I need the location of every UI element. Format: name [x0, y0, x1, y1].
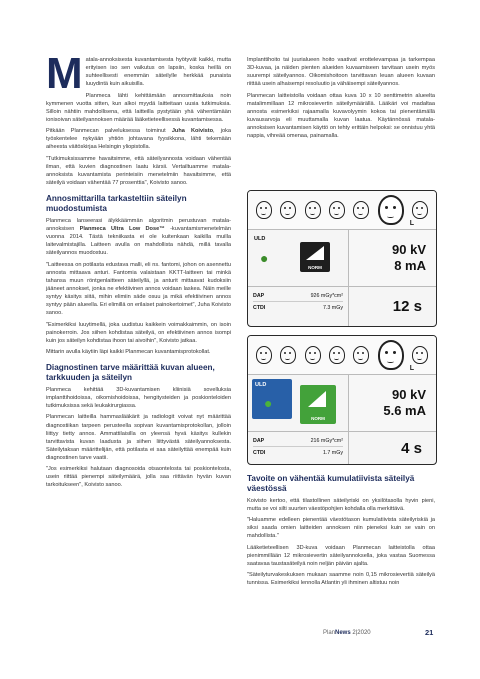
dap-row [253, 290, 343, 302]
selected-face-icon [378, 195, 404, 225]
exposure-values [348, 375, 436, 431]
face-icon [412, 346, 428, 364]
size-label: L [409, 220, 414, 227]
mode-icons [248, 230, 348, 286]
face-icon [353, 346, 369, 364]
ctdi-value: 7.3 mGy [322, 304, 343, 311]
paragraph: Planmeca kehittää 3D-kuvantamisen kliinisiä sovelluksia implanttihoidoissa, oikomishoidoissa, hengitysteiden ja poskionteloiden tutkimuksissa sekä leukakirurgiassa. [46, 386, 231, 410]
dap-value: 926 mGy*cm² [310, 292, 343, 299]
text-run: Pitkään Planmecan palveluksessa toiminut [46, 128, 172, 135]
selected-face-icon [378, 340, 404, 370]
paragraph: Planmeca lähti kehittämään annosmittauksia noin kymmenen vuotta sitten, kun alkoi myydä laitteitaan uusia tutkimuksia. Silloin nähtiin mahdollisena, että laitteilla pystytään yhä vähentämään ionisoivan säteilyannoksen määrää lääketieteellisessä kuvantamisessa. [46, 92, 231, 123]
device-screen-low-dose [247, 335, 437, 465]
paragraph: Planmecan laitteilla hammaslääkärit ja radiologit voivat nyt määrittää diagnostiikan tarpeen perusteella sopivan kuvantamisprotokollan, jolloin liittyy tietty annos. Ammattilaisilla on yleensä hyvä käsitys kullekin tarvittavista kuvan laadusta ja siihen liittyvästä säteilyannoksesta. Säteilytaksan määrittelijän, että potilasta ei saa säteilyttää enempää kuin diagnostinen tarve vaatii. [46, 414, 231, 461]
section-heading: Diagnostinen tarve määrittää kuvan alueen, tarkkuuden ja säteilyn [46, 363, 215, 383]
dap-label: DAP [253, 437, 265, 444]
right-column-bottom [247, 474, 435, 591]
paragraph: Planmecan laitteistolla voidaan ottaa kuva 10 x 10 senttimetrin alueelta matalimmillaan 12 mikrosievertin säteilymäärällä. Lääkäri voi madaltaa annosta esimerkiksi rajaamalla kuvavolyymin kokoa tai pienentämällä kuvausarvoja eli muuttamalla kuvan laatua. Käytännössä matala-annoksisen kuvantamisen käyttö on tehty erittäin helpoksi: se onnistuu yhtä nappia, vihreää omenaa, painamalla. [247, 92, 435, 140]
right-column-top [247, 56, 435, 143]
exposure-time: 4 s [348, 432, 436, 464]
face-icon [256, 346, 272, 364]
footer-issue: 2|2020 [352, 630, 371, 636]
uld-mode-icon [252, 379, 292, 419]
paragraph: Koivisto kertoo, että tilastollinen säteilyriski on yksilötasolla hyvin pieni, mutta se voi silti suurten väestöpohjien kohdalla olla merkittävä. [247, 497, 435, 512]
quote-paragraph: "Laitteessa on potilasta edustava malli, eli ns. fantomi, johon on asennettu annosta mittaava anturi. Fantomia valaistaan KKTT-laitteen tai minkä tahansa muun röntgenlaitteen säteilyllä, ja anturit mittaavat kudoksiin jääneet annokset, jonka ne efektiivinen annos voidaan laskea. Näin meille syntyy käsitys siitä, mihin elimiin säde osuu ja mikä efektiivinen annos syntyy pään alueella. Eri elimillä on erilaiset painokertoimet", Juha Koivisto sanoo. [46, 261, 231, 317]
face-icon [329, 201, 345, 219]
norm-mode-icon [300, 242, 330, 272]
device-screen-standard [247, 190, 437, 327]
norm-label: NORM [308, 265, 322, 270]
face-icon [353, 201, 369, 219]
exposure-values [348, 230, 436, 286]
product-name: Planmeca Ultra Low Dose™ [79, 226, 165, 232]
kv-value: 90 kV [392, 386, 426, 402]
ma-value: 8 mA [394, 258, 426, 273]
quote-paragraph: "Esimerkiksi luuytimellä, joka uudistuu kaikkein voimakkaimmin, on isoin painokerroin. Jos siihen kohdistaa säteilyä, on efektiivinen annos isompi kuin jos säteilyn kohdistaa ihoon tai aivoihin", Koivisto jatkaa. [46, 321, 231, 344]
ma-value: 5.6 mA [383, 403, 426, 418]
footer-brand: Plan [323, 630, 336, 636]
quote-paragraph: "Tutkimuksissamme havaitsimme, että säteilyannosta voidaan vähentää ilman, että kuvien diagnostinen laatu kärsii. Vertailtuamme matala-annoksista kuvantamista perinteisiin menetelmiin havaitsimme, että säteilyä voidaan vähentää 77 prosenttia", Koivisto sanoo. [46, 155, 231, 187]
face-icon [305, 346, 321, 364]
paragraph [46, 127, 231, 151]
text-run: -kuvantamismenetelmän vuonna 2014. Tästä tekniikasta ei ole kuitenkaan kaikilla muilla laitevalmistajilla. Laitteen avulla on mahdollista nähdä, millä tavalla säteilyannos muodostuu. [46, 226, 232, 257]
uld-label: ULD [254, 236, 266, 242]
face-selector [248, 336, 436, 375]
dap-label: DAP [253, 292, 265, 299]
person-name: Juha Koivisto [171, 128, 214, 135]
intro-paragraph [46, 49, 231, 98]
face-selector [248, 191, 436, 230]
paragraph: Implanttihoito tai juurialueen hoito vaativat erottelevampaa ja tarkempaa 3D-kuvaa, ja näiden pienten alueiden kuvaamiseen tarvitaan usein myös suurempi säteilyannos. Oikomishoitoon tarvittavan leuan alueen kuvaan riittää usein alhaisempi resoluutio ja vähäisempi säteilyannos. [247, 57, 435, 88]
dose-table [248, 287, 348, 326]
dose-row [248, 287, 436, 326]
size-label: L [409, 365, 414, 372]
page-number: 21 [425, 628, 434, 637]
green-apple-icon: ● [260, 250, 269, 266]
face-icon [280, 346, 296, 364]
kv-value: 90 kV [392, 241, 426, 257]
norm-label: NORM [311, 416, 325, 421]
ctdi-row [253, 447, 343, 458]
ctdi-value: 1.7 mGy [322, 449, 343, 456]
face-icon [305, 201, 321, 219]
face-icon [412, 201, 428, 219]
quote-paragraph: "Säteilyturvakeskuksen mukaan saamme noin 0,15 mikrosievertiä säteilyä tunnissa. Esimerkiksi lennolla Atlantin yli ihminen altistuu noin [247, 572, 435, 587]
dap-value: 216 mGy*cm² [310, 437, 343, 444]
dap-row [253, 435, 343, 447]
paragraph: Mittarin avulla käytiin läpi kaikki Planmecan kuvantamisprotokollat. [46, 349, 211, 356]
uld-label: ULD [255, 382, 267, 388]
norm-mode-icon [300, 385, 336, 424]
paragraph: Lääketieteellisen 3D-kuva voidaan Planmecan laitteistolla ottaa pienimmillään 12 mikrosievertin säteilyannoksella, joka vastaa Suomessa saatavaa taustasäteilyä noin neljän päivän ajalta. [247, 544, 435, 567]
text-run: Planmeca lanseerasi älykkäämmän algoritmin perustuvan matala-annoksisen [46, 217, 231, 232]
quote-paragraph: "Haluamme edelleen pienentää väestötason kumulatiivista säteilyriskiä ja siksi saada omien laitteiden annoksen niin pieneksi kuin se vain on mahdollista." [247, 517, 435, 540]
face-icon [329, 346, 345, 364]
dose-row [248, 432, 436, 464]
ctdi-label: CTDI [253, 449, 266, 456]
ctdi-label: CTDI [253, 304, 266, 311]
dose-table [248, 432, 348, 464]
exposure-time: 12 s [348, 287, 436, 326]
green-apple-icon: ● [264, 395, 273, 411]
settings-row [248, 375, 436, 432]
mode-icons [248, 375, 348, 431]
settings-row [248, 230, 436, 287]
footer-news: News [335, 630, 351, 636]
ctdi-row [253, 302, 343, 313]
section-heading: Tavoite on vähentää kumulatiivista säteilyä väestössä [247, 474, 415, 493]
drop-cap: M [46, 49, 83, 98]
paragraph [46, 217, 231, 258]
intro-text: atala-annoksisesta kuvantamisesta hyötyvät kaikki, mutta erityisen iso sen vaikutus on lapsiin, koska heillä on suhteellisesti enemmän säteilylle herkkää punaista luuydintä kuin aikuisilla. [85, 57, 231, 88]
text-run: , joka työskentelee nykyään yhtiön johtavana fyysikkona, lähti tekemään aiheesta väitöskirjaa Helsingin yliopistolla. [46, 128, 231, 151]
face-icon [280, 201, 296, 219]
footer-publication [323, 630, 371, 636]
left-column [46, 49, 232, 493]
face-icon [256, 201, 272, 219]
section-heading: Annosmittarilla tarkasteltiin säteilyn muodostumista [46, 194, 187, 214]
quote-paragraph: "Jos esimerkiksi halutaan diagnosoida otsaontelosta tai poskiontelosta, usein riittää pienempi säteilymäärä, jolla saa riittävän hyvän kuvan tarkoitukseen", Koivisto sanoo. [46, 466, 231, 489]
